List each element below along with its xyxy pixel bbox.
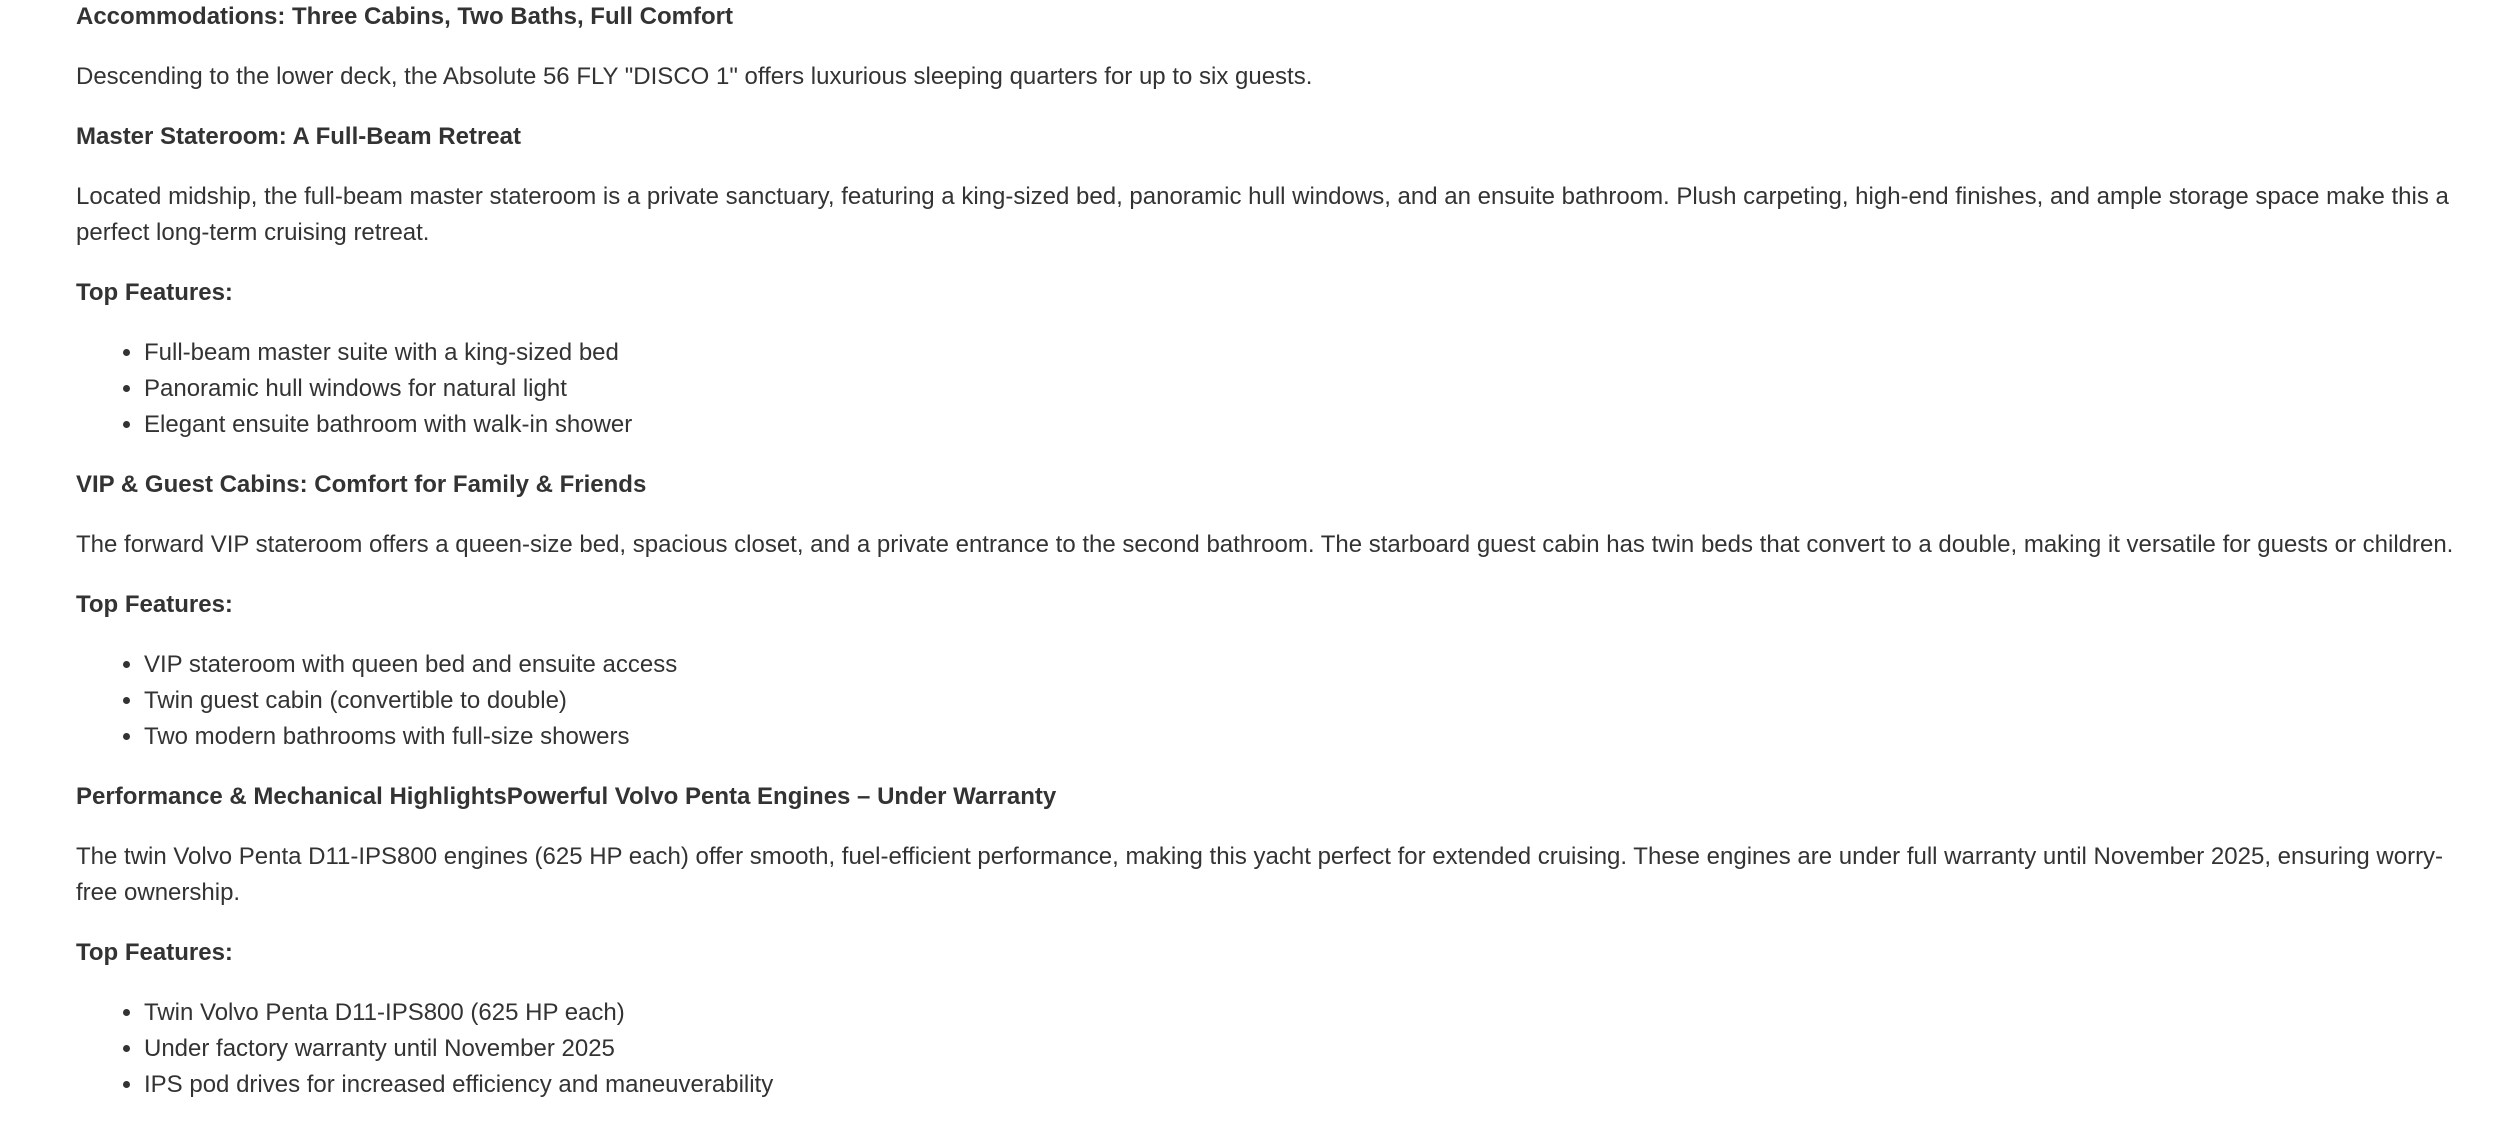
- accommodations-intro: Descending to the lower deck, the Absolute 56 FLY "DISCO 1" offers luxurious sleeping quarters for up to six guests.: [76, 63, 1313, 90]
- master-body: Located midship, the full-beam master stateroom is a private sanctuary, featuring a king-sized bed, panoramic hull windows, and an ensuite bathroom. Plush carpeting, high-end finishes, and ample storage space make this a perfect long-term cruising retreat.: [76, 183, 2449, 246]
- vip-body: The forward VIP stateroom offers a queen-size bed, spacious closet, and a private entrance to the second bathroom. The starboard guest cabin has twin beds that convert to a double, making it versatile for guests or children.: [76, 531, 2454, 558]
- list-item: • Under factory warranty until November 2025: [144, 1031, 2466, 1067]
- list-item: • IPS pod drives for increased efficiency and maneuverability: [144, 1067, 2466, 1103]
- accommodations-heading: Accommodations: Three Cabins, Two Baths, Full Comfort: [76, 3, 733, 30]
- master-heading: Master Stateroom: A Full-Beam Retreat: [76, 123, 521, 150]
- master-features-list: [76, 335, 2466, 443]
- list-item: • Two modern bathrooms with full-size showers: [144, 719, 2466, 755]
- performance-heading: Performance & Mechanical HighlightsPowerful Volvo Penta Engines – Under Warranty: [76, 783, 1057, 810]
- list-item: • Twin Volvo Penta D11-IPS800 (625 HP each): [144, 995, 2466, 1031]
- article-content: [76, 0, 2466, 1103]
- list-item: • Elegant ensuite bathroom with walk-in shower: [144, 407, 2466, 443]
- performance-body: The twin Volvo Penta D11-IPS800 engines (625 HP each) offer smooth, fuel-efficient performance, making this yacht perfect for extended cruising. These engines are under full warranty until November 2025, ensuring worry-free ownership.: [76, 843, 2444, 906]
- master-features-heading: Top Features:: [76, 279, 233, 306]
- list-item: • VIP stateroom with queen bed and ensuite access: [144, 647, 2466, 683]
- performance-features-list: [76, 995, 2466, 1103]
- list-item: • Full-beam master suite with a king-sized bed: [144, 335, 2466, 371]
- list-item: • Twin guest cabin (convertible to double): [144, 683, 2466, 719]
- vip-features-list: [76, 647, 2466, 755]
- vip-features-heading: Top Features:: [76, 591, 233, 618]
- performance-features-heading: Top Features:: [76, 939, 233, 966]
- vip-heading: VIP & Guest Cabins: Comfort for Family & Friends: [76, 471, 647, 498]
- list-item: • Panoramic hull windows for natural light: [144, 371, 2466, 407]
